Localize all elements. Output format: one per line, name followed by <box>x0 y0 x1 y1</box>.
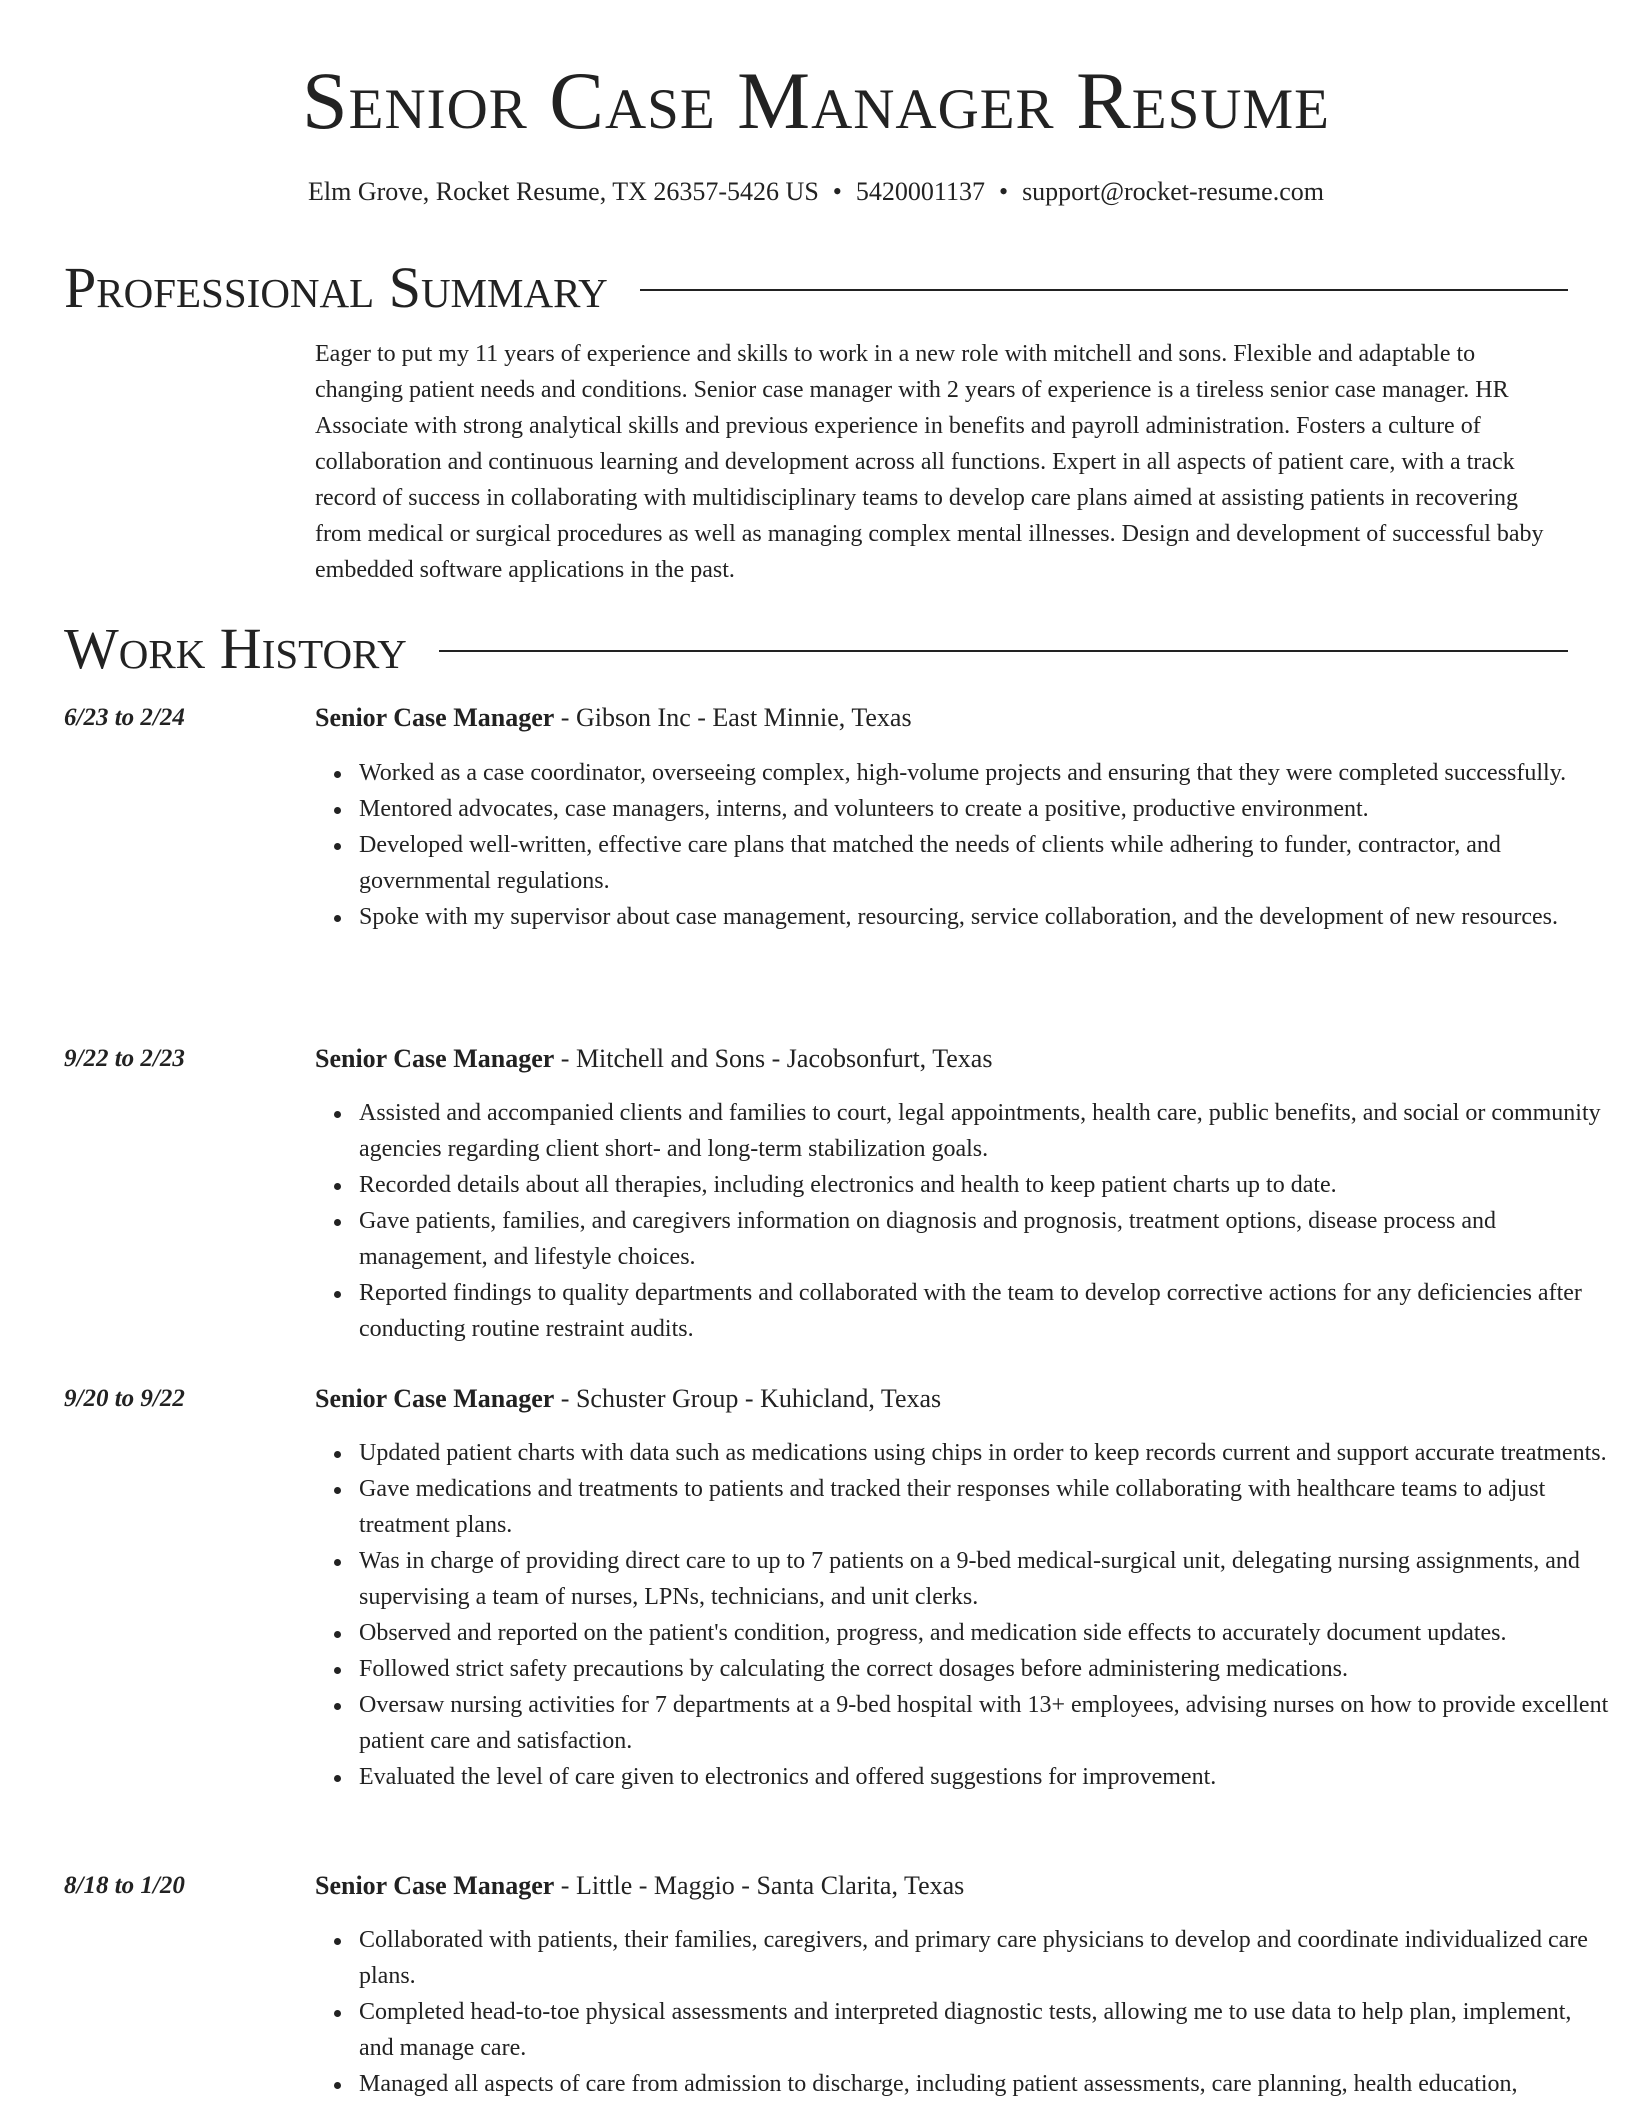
job-bullet: Observed and reported on the patient's condition, progress, and medication side effects to accurately document updates. <box>359 1615 1612 1651</box>
resume-title: Senior Case Manager Resume <box>302 55 1330 146</box>
summary-text: Eager to put my 11 years of experience and skills to work in a new role with mitchell and sons. Flexible and adaptable to changing patient needs and conditions. Senior case manager with 2 years of experience is a tireless senior case manager. HR Associate with strong analytical skills and previous experience in benefits and payroll administration. Fosters a culture of collaboration and continuous learning and development across all functions. Expert in all aspects of patient care, with a track record of success in collaborating with multidisciplinary teams to develop care plans aimed at assisting patients in recovering from medical or surgical procedures as well as managing complex mental illnesses. Design and development of successful baby embedded software applications in the past. <box>315 341 1544 583</box>
job-employer: - Little - Maggio - Santa Clarita, Texas <box>554 1871 965 1900</box>
job-dates: 8/18 to 1/20 <box>64 1872 185 1899</box>
job-heading <box>315 1042 992 1076</box>
job-bullet: Gave medications and treatments to patients and tracked their responses while collaborating with healthcare teams to adjust treatment plans. <box>359 1471 1612 1543</box>
contact-address: Elm Grove, Rocket Resume, TX 26357-5426 US <box>308 177 819 206</box>
job-bullet: Gave patients, families, and caregivers information on diagnosis and prognosis, treatment options, disease process and management, and lifestyle choices. <box>359 1203 1612 1275</box>
section-divider <box>439 650 1568 652</box>
job-title: Senior Case Manager <box>315 703 555 732</box>
job-bullet: Recorded details about all therapies, including electronics and health to keep patient charts up to date. <box>359 1167 1612 1203</box>
contact-phone: 5420001137 <box>855 177 985 206</box>
job-heading <box>315 701 912 735</box>
job-bullet: Assisted and accompanied clients and families to court, legal appointments, health care, public benefits, and social or community agencies regarding client short- and long-term stabilization goals. <box>359 1095 1612 1167</box>
contact-separator: • <box>998 177 1009 206</box>
job-bullets <box>315 1435 1612 1795</box>
job-dates: 9/22 to 2/23 <box>64 1045 185 1072</box>
section-title-summary: Professional Summary <box>64 255 608 320</box>
contact-email: support@rocket-resume.com <box>1022 177 1324 206</box>
job-bullet: Managed all aspects of care from admission to discharge, including patient assessments, care planning, health education, <box>359 2066 1612 2102</box>
section-header-summary <box>64 255 1568 320</box>
job-bullet: Oversaw nursing activities for 7 departments at a 9-bed hospital with 13+ employees, advising nurses on how to provide excellent patient care and satisfaction. <box>359 1687 1612 1759</box>
job-title: Senior Case Manager <box>315 1871 555 1900</box>
job-bullet: Evaluated the level of care given to electronics and offered suggestions for improvement. <box>359 1759 1612 1795</box>
section-title-work-history: Work History <box>64 616 407 681</box>
job-heading <box>315 1382 941 1416</box>
job-bullet: Completed head-to-toe physical assessments and interpreted diagnostic tests, allowing me to use data to help plan, implement, and manage care. <box>359 1994 1612 2066</box>
job-bullets <box>315 755 1612 935</box>
job-bullet: Collaborated with patients, their families, caregivers, and primary care physicians to develop and coordinate individualized care plans. <box>359 1922 1612 1994</box>
job-dates: 9/20 to 9/22 <box>64 1385 185 1412</box>
job-bullet: Was in charge of providing direct care to up to 7 patients on a 9-bed medical-surgical unit, delegating nursing assignments, and supervising a team of nurses, LPNs, technicians, and unit clerks. <box>359 1543 1612 1615</box>
job-heading <box>315 1869 964 1903</box>
section-divider <box>640 289 1568 291</box>
job-title: Senior Case Manager <box>315 1044 555 1073</box>
section-header-work-history <box>64 616 1568 681</box>
job-employer: - Gibson Inc - East Minnie, Texas <box>554 703 912 732</box>
job-bullet: Followed strict safety precautions by calculating the correct dosages before administering medications. <box>359 1651 1612 1687</box>
job-bullets <box>315 1922 1612 2102</box>
job-bullet: Reported findings to quality departments and collaborated with the team to develop corrective actions for any deficiencies after conducting routine restraint audits. <box>359 1275 1612 1347</box>
job-title: Senior Case Manager <box>315 1384 555 1413</box>
job-bullet: Updated patient charts with data such as medications using chips in order to keep records current and support accurate treatments. <box>359 1435 1612 1471</box>
job-employer: - Schuster Group - Kuhicland, Texas <box>554 1384 942 1413</box>
job-bullet: Spoke with my supervisor about case management, resourcing, service collaboration, and the development of new resources. <box>359 899 1612 935</box>
job-dates: 6/23 to 2/24 <box>64 704 185 731</box>
contact-line <box>64 176 1568 208</box>
job-bullet: Mentored advocates, case managers, interns, and volunteers to create a positive, productive environment. <box>359 791 1612 827</box>
job-bullets <box>315 1095 1612 1347</box>
job-bullet: Worked as a case coordinator, overseeing complex, high-volume projects and ensuring that they were completed successfully. <box>359 755 1612 791</box>
job-employer: - Mitchell and Sons - Jacobsonfurt, Texas <box>554 1044 993 1073</box>
job-bullet: Developed well-written, effective care plans that matched the needs of clients while adhering to funder, contractor, and governmental regulations. <box>359 827 1612 899</box>
contact-separator: • <box>832 177 842 206</box>
